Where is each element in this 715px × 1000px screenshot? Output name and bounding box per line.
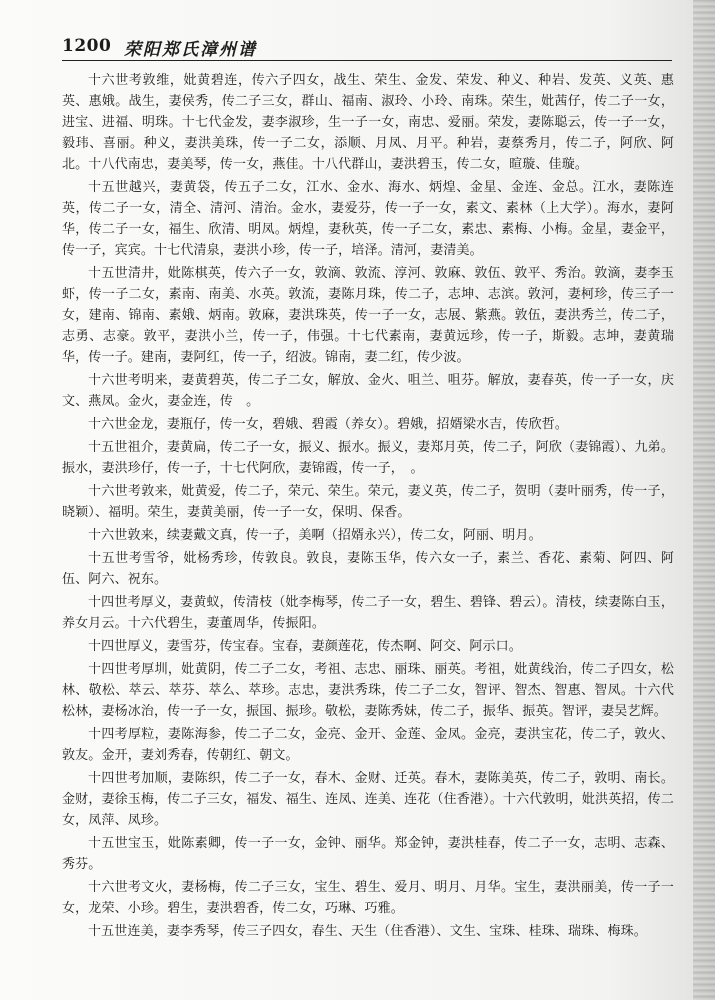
paragraph: 十五世清井，妣陈棋英，传六子一女，敦滴、敦流、淳河、敦麻、敦伍、敦平、秀治。敦滴，妻李玉虾，传一子二女，素南、南美、水英。敦流，妻陈月珠，传二子，志坤、志滨。敦河，妻柯珍，传三子一女，建南、锦南、素娥、炳南。敦麻，妻洪珠英，传一子一女，志展、紫燕。敦伍，妻洪秀兰，传二子，志勇、志豪。敦平，妻洪小兰，传一子，伟强。十七代素南，妻黄远珍，传一子，斯毅。志坤，妻黄瑞华，传一子。建南，妻阿红，传一子，绍波。锦南，妻二红，传少波。 [62, 266, 674, 365]
paragraph: 十四世考加顺，妻陈织，传二子一女，春木、金财、迁英。春木，妻陈美英，传二子，敦明、南长。金财，妻徐玉梅，传二子三女，福发、福生、连凤、连美、连花（住香港）。十六代敦明，妣洪英招，传二女，凤萍、凤珍。 [62, 771, 674, 828]
page-number: 1200 [62, 36, 112, 56]
paragraph: 十五世考雪爷，妣杨秀珍，传敦良。敦良，妻陈玉华，传六女一子，素兰、香花、素菊、阿四、阿伍、阿六、祝东。 [62, 551, 674, 587]
paragraph: 十五世宝玉，妣陈素卿，传一子一女，金钟、丽华。郑金钟，妻洪桂春，传二子一女，志明、志森、秀芬。 [62, 836, 674, 872]
genealogy-text [62, 70, 674, 944]
page-edge-shadow [693, 0, 715, 1000]
paragraph: 十四世考厚义，妻黄蚁，传清枝（妣李梅琴，传二子一女，碧生、碧锋、碧云）。清枝，续妻陈白玉，养女月云。十六代碧生，妻董周华，传振阳。 [62, 595, 674, 631]
paragraph: 十六世敦来，续妻戴文真，传一子，美啊（招婿永兴），传二女，阿丽、明月。 [88, 528, 542, 543]
paragraph: 十四世考厚圳，妣黄阴，传二子二女，考祖、志忠、丽珠、丽英。考祖，妣黄线治，传二子四女，松林、敬松、萃云、萃芬、萃么、萃珍。志忠，妻洪秀珠，传二子二女，智评、智杰、智惠、智凤。十六代松林，妻杨冰治，传一子一女，振国、振珍。敬松，妻陈秀妹，传二子，振华、振英。智评，妻吴艺辉。 [62, 662, 674, 719]
paragraph: 十五世祖介，妻黄扁，传二子一女，振义、振水。振义，妻郑月英，传二子，阿欣（妻锦霞）、九弟。振水，妻洪珍仔，传一子，十七代阿欣，妻锦霞，传一子， 。 [62, 440, 674, 476]
paragraph: 十六世考敦来，妣黄爱，传二子，荣元、荣生。荣元，妻义英，传二子，贺明（妻叶丽秀，传一子，晓颖）、福明。荣生，妻黄美丽，传一子一女，保明、保香。 [62, 484, 674, 520]
paragraph: 十六世考明来，妻黄碧英，传二子二女，解放、金火、咀兰、咀芬。解放，妻春英，传一子一女，庆文、燕凤。金火，妻金连，传 。 [62, 373, 674, 409]
paragraph: 十六世金龙，妻瓶仔，传一女，碧娥、碧霞（养女）。碧娥，招婿梁水吉，传欣哲。 [88, 417, 569, 432]
paragraph: 十四世厚义，妻雪芬，传宝春。宝春，妻颜莲花，传杰啊、阿交、阿示口。 [88, 639, 522, 654]
paragraph: 十六世考文火，妻杨梅，传二子三女，宝生、碧生、爱月、明月、月华。宝生，妻洪丽美，传一子一女，龙荣、小珍。碧生，妻洪碧香，传二女，巧琳、巧雅。 [62, 880, 674, 916]
book-title: 荣阳郑氏漳州谱 [124, 40, 257, 60]
paragraph: 十五世连美，妻李秀琴，传三子四女，春生、天生（住香港）、文生、宝珠、桂珠、瑞珠、梅珠。 [88, 924, 647, 939]
paragraph: 十五世越兴，妻黄袋，传五子二女，江水、金水、海水、炳煌、金星、金连、金总。江水，妻陈连英，传二子一女，清全、清河、清治。金水，妻爱芬，传一子一女，素文、素林（上大学）。海水，妻阿华，传二子一女，福生、欣清、明凤。炳煌，妻秋英，传一子二女，素忠、素梅、小梅。金星，妻金平，传一子，宾宾。十七代清泉，妻洪小珍，传一子，培泽。清河，妻清美。 [62, 180, 674, 258]
paragraph: 十四考厚粒，妻陈海参，传二子二女，金亮、金开、金莲、金凤。金亮，妻洪宝花，传二子，敦火、敦友。金开，妻刘秀春，传朝红、朝文。 [62, 727, 674, 763]
paragraph: 十六世考敦维，妣黄碧连，传六子四女，战生、荣生、金发、荣发、种义、种岩、发英、义英、惠英、惠娥。战生，妻侯秀，传二子三女，群山、福南、淑玲、小玲、南珠。荣生，妣茜仔，传二子一女，进宝、进福、明珠。十七代金发，妻李淑珍，生一子一女，南忠、爱丽。荣发，妻陈聪云，传一子一女，毅玮、喜丽。种义，妻洪美珠，传一子二女，添顺、月凤、月平。种岩，妻蔡秀月，传二子，阿欣、阿北。十八代南忠，妻美琴，传一女，燕佳。十八代群山，妻洪碧玉，传二女，暄璇、佳璇。 [62, 73, 674, 172]
page-header [62, 34, 672, 61]
